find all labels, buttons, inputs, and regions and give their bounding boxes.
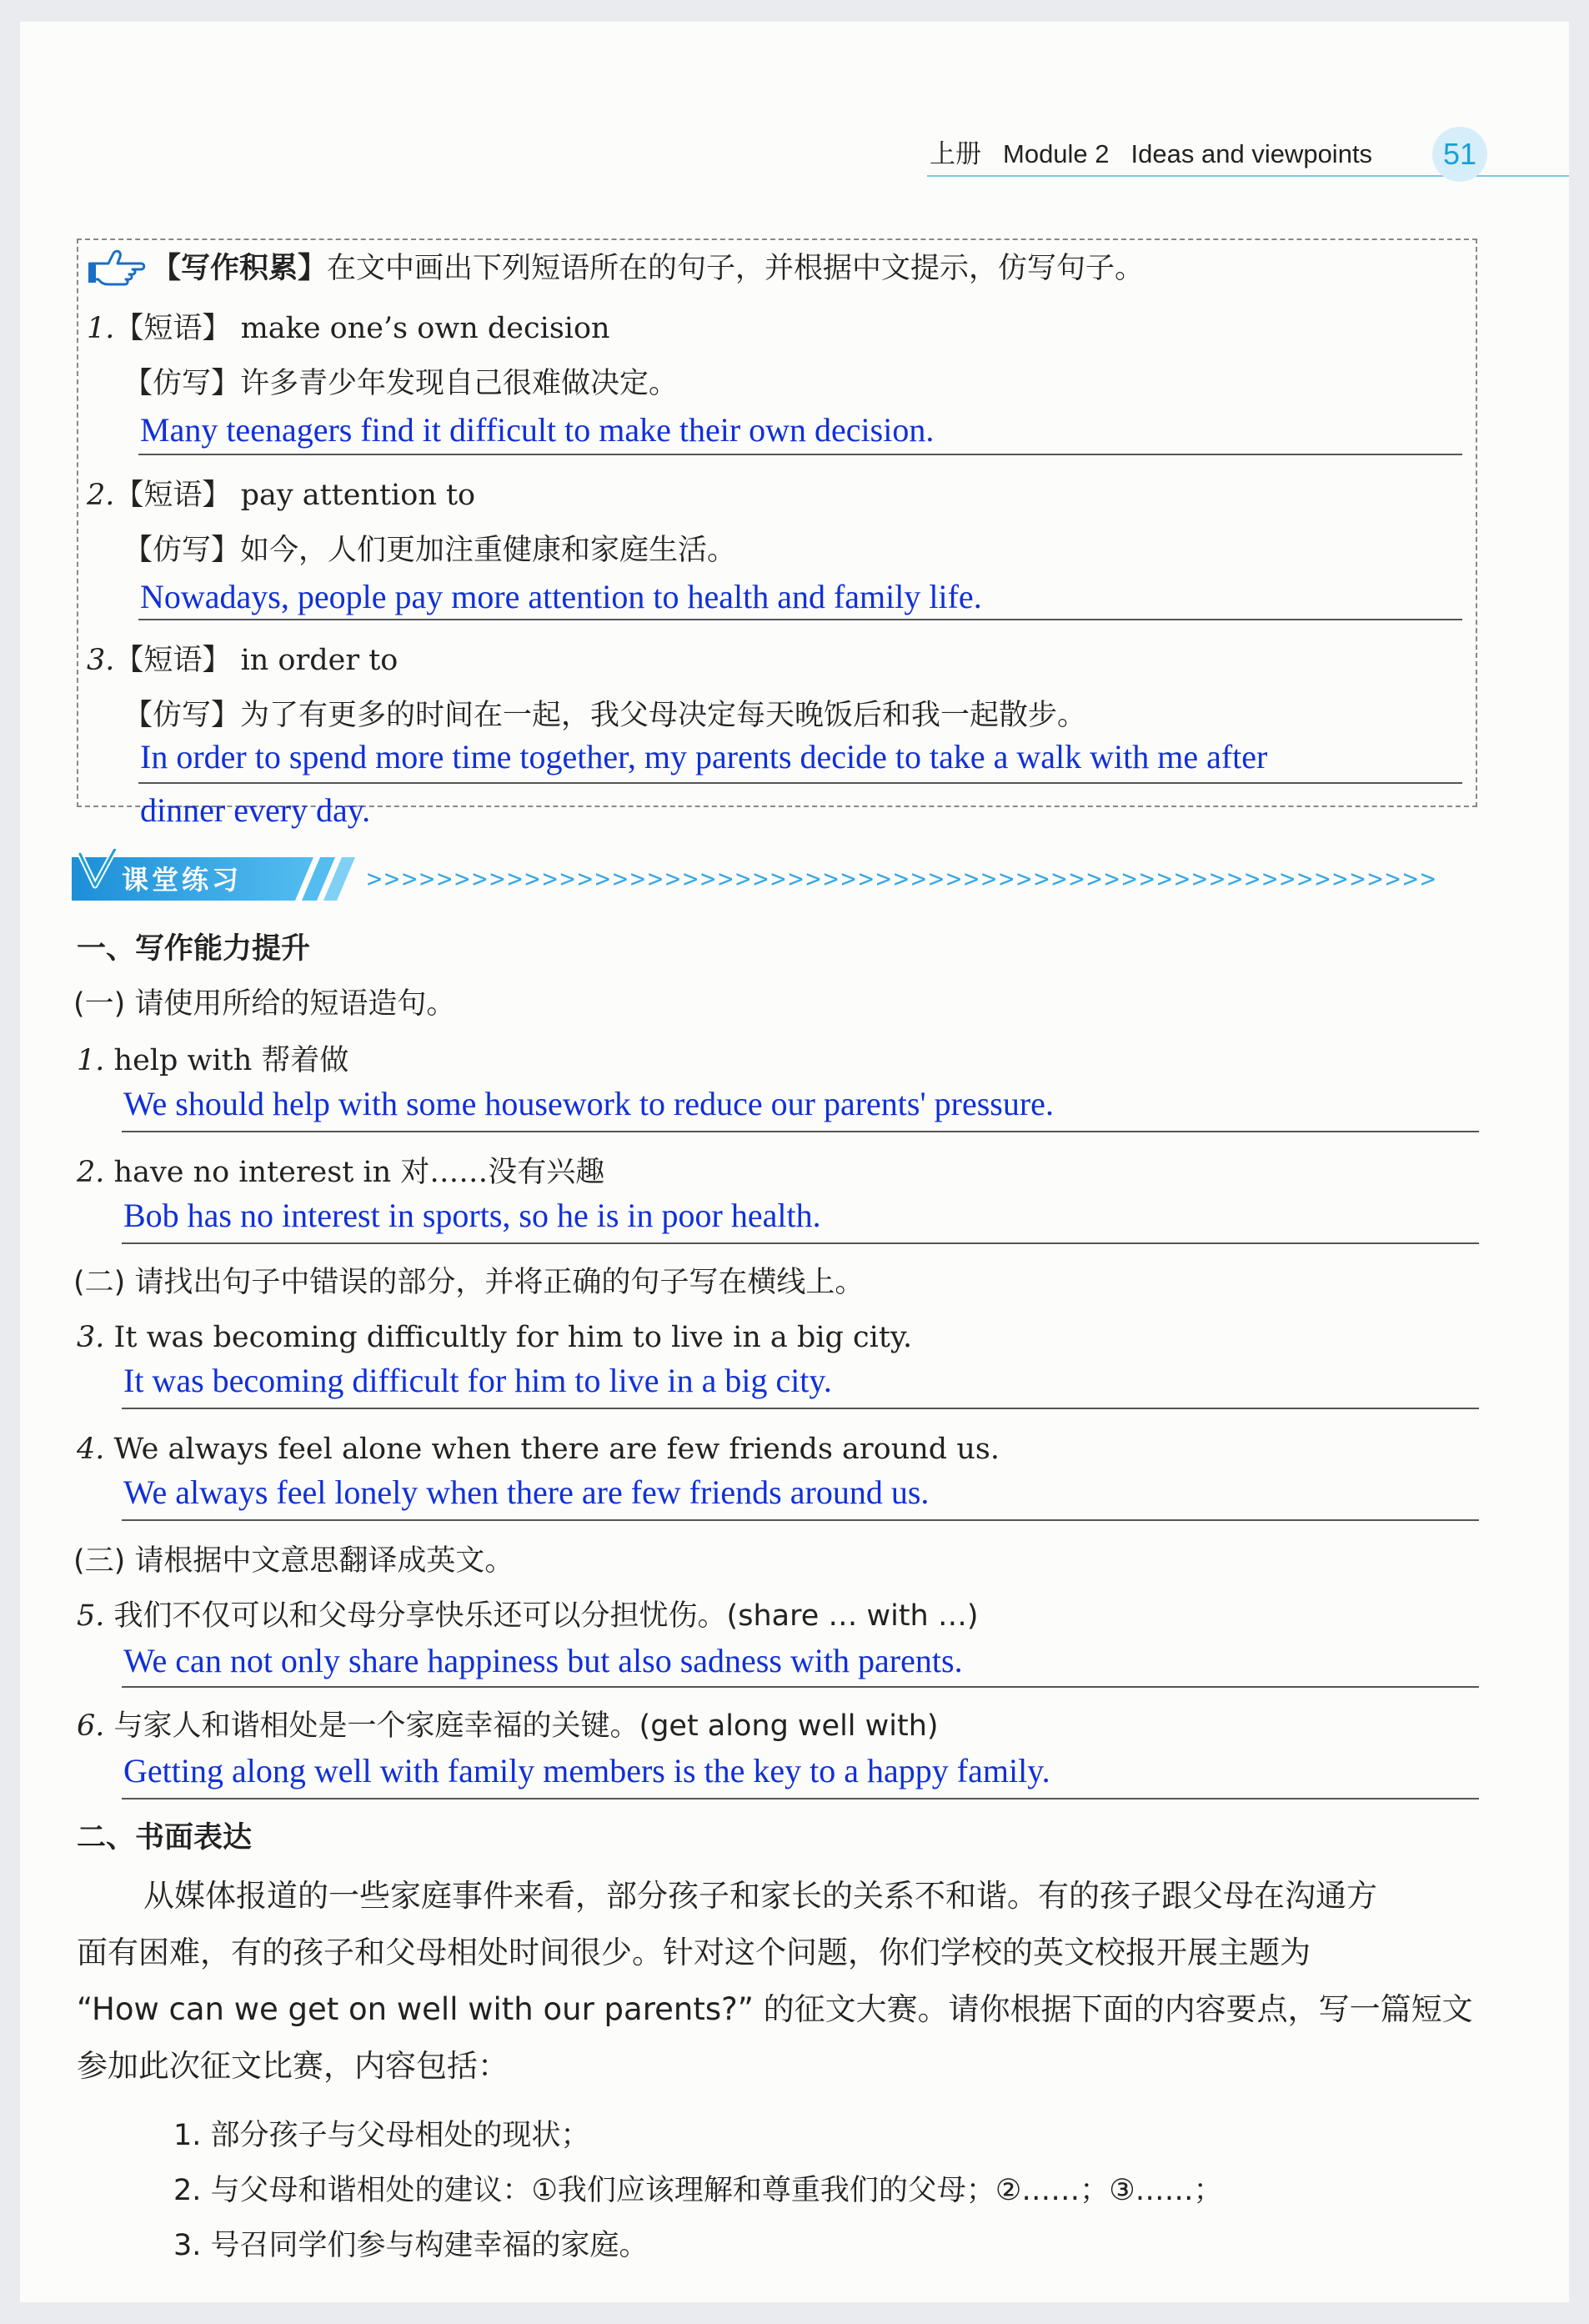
imitate-prompt: 如今，人们更加注重健康和家庭生活。: [240, 534, 737, 567]
answer-rule: [122, 1686, 1479, 1688]
answer-rule: [138, 454, 1462, 455]
phrase-tag: 【短语】: [114, 644, 232, 677]
point-1: 1. 部分孩子与父母相处的现状；: [173, 2119, 590, 2152]
imitate-line-3: [123, 695, 1086, 735]
phrase-tag: 【短语】: [114, 312, 232, 345]
question-number: 3.: [77, 1321, 105, 1354]
imitate-tag: 【仿写】: [123, 534, 241, 567]
answer-q1: We should help with some housework to reduce our parents' pressure.: [123, 1085, 1054, 1122]
phrase-line-3: [87, 640, 398, 680]
point-3: 3. 号召同学们参与构建幸福的家庭。: [173, 2229, 649, 2262]
phrase-text: pay attention to: [240, 479, 476, 512]
question-6: [77, 1706, 939, 1746]
writing-task-paragraph: [77, 1868, 1486, 2095]
imitate-prompt: 许多青少年发现自己很难做决定。: [240, 367, 679, 400]
paragraph-line: “How can we get on well with our parents?” 的征文大赛。请你根据下面的内容要点，写一篇短文: [77, 1991, 1473, 2027]
answer-2: Nowadays, people pay more attention to health and family life.: [140, 578, 982, 615]
subsection-1: (一) 请使用所给的短语造句。: [73, 987, 456, 1021]
subsection-3: (三) 请根据中文意思翻译成英文。: [73, 1544, 514, 1578]
answer-rule: [138, 619, 1462, 620]
imitate-line-2: [123, 530, 736, 570]
question-2: [77, 1152, 604, 1192]
paragraph-line: 面有困难，有的孩子和父母相处时间很少。针对这个问题，你们学校的英文校报开展主题为: [77, 1935, 1311, 1970]
answer-q3: It was becoming difficult for him to live in a big city.: [123, 1362, 832, 1399]
question-1: [77, 1041, 348, 1081]
answer-rule: [122, 1131, 1479, 1132]
question-text: We always feel alone when there are few friends around us.: [113, 1433, 1000, 1466]
question-text: have no interest in 对……没有兴趣: [113, 1156, 605, 1189]
answer-rule: [138, 782, 1462, 784]
answer-q6: Getting along well with family members is the key to a happy family.: [123, 1752, 1050, 1789]
question-5: [77, 1596, 979, 1636]
imitate-line-1: [123, 364, 678, 404]
pointing-hand-icon: [87, 248, 148, 289]
answer-q4: We always feel lonely when there are few friends around us.: [123, 1473, 930, 1511]
part1-heading: 一、写作能力提升: [77, 932, 311, 966]
answer-rule: [122, 1519, 1479, 1521]
phrase-tag: 【短语】: [114, 479, 232, 512]
page-number: 51: [1432, 127, 1487, 182]
imitate-tag: 【仿写】: [123, 367, 241, 400]
imitate-prompt: 为了有更多的时间在一起，我父母决定每天晚饭后和我一起散步。: [240, 699, 1087, 732]
answer-1: Many teenagers find it difficult to make their own decision.: [140, 411, 935, 449]
question-number: 4.: [77, 1433, 105, 1466]
paragraph-line: 从媒体报道的一些家庭事件来看，部分孩子和家长的关系不和谐。有的孩子跟父母在沟通方: [143, 1878, 1377, 1914]
module-label: Module 2: [1003, 139, 1110, 168]
point-2: 2. 与父母和谐相处的建议：①我们应该理解和尊重我们的父母；②……；③……；: [173, 2174, 1223, 2207]
phrase-text: in order to: [240, 644, 399, 677]
writing-box-heading: [152, 248, 1144, 289]
question-number: 1.: [77, 1044, 105, 1077]
item-number: 1.: [87, 312, 115, 345]
question-text: It was becoming difficultly for him to live in a big city.: [113, 1321, 913, 1354]
volume-label: 上册: [930, 139, 981, 169]
question-number: 6.: [77, 1709, 105, 1743]
answer-3-line-2: dinner every day.: [140, 791, 371, 829]
topic-label: Ideas and viewpoints: [1130, 139, 1373, 168]
question-text: help with 帮着做: [113, 1044, 349, 1077]
part2-heading: 二、书面表达: [77, 1821, 253, 1855]
answer-rule: [122, 1242, 1479, 1244]
answer-q2: Bob has no interest in sports, so he is in poor health.: [123, 1197, 821, 1234]
writing-box-title: 【写作积累】: [152, 252, 328, 285]
question-number: 5.: [77, 1599, 105, 1633]
question-text: 与家人和谐相处是一个家庭幸福的关键。(get along well with): [113, 1709, 939, 1743]
subsection-2: (二) 请找出句子中错误的部分，并将正确的句子写在横线上。: [73, 1266, 865, 1299]
item-number: 2.: [87, 479, 115, 512]
phrase-text: make one’s own decision: [240, 312, 610, 345]
imitate-tag: 【仿写】: [123, 699, 241, 732]
paragraph-line: 参加此次征文比赛，内容包括：: [77, 2048, 509, 2084]
answer-q5: We can not only share happiness but also sadness with parents.: [123, 1642, 963, 1679]
answer-rule: [122, 1408, 1479, 1409]
writing-box-instruction: 在文中画出下列短语所在的句子，并根据中文提示，仿写句子。: [327, 252, 1145, 285]
phrase-line-1: [87, 309, 610, 349]
phrase-line-2: [87, 475, 475, 515]
item-number: 3.: [87, 644, 115, 677]
question-text: 我们不仅可以和父母分享快乐还可以分担忧伤。(share … with …): [113, 1599, 979, 1633]
section-arrows: >>>>>>>>>>>>>>>>>>>>>>>>>>>>>>>>>>>>>>>>>>>>>>>>>>>>>>>>>>>>>: [367, 865, 1438, 894]
question-4: [77, 1429, 1000, 1469]
question-3: [77, 1318, 912, 1358]
answer-rule: [122, 1798, 1479, 1799]
question-number: 2.: [77, 1156, 105, 1189]
section-banner-label: 课堂练习: [122, 864, 243, 896]
answer-3-line-1: In order to spend more time together, my parents decide to take a walk with me after: [140, 738, 1268, 776]
page-header: [930, 133, 1394, 175]
